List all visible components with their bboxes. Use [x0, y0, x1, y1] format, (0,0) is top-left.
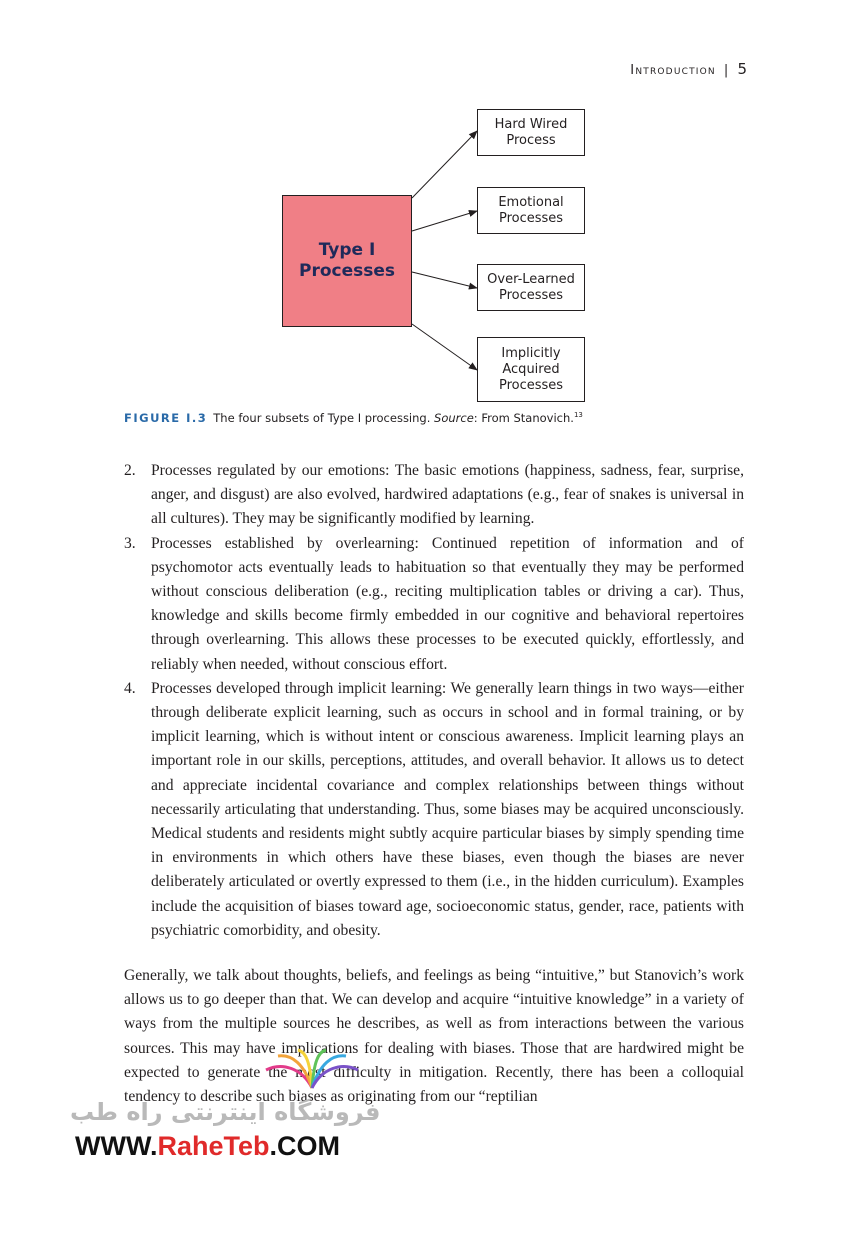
box-label-line: Processes: [498, 377, 564, 393]
list-item-text: Processes regulated by our emotions: The basic emotions (happiness, sadness, fear, surprise, anger, and disgust) are also evolved, hardwired adaptations (e.g., fear of snakes is universal in all cultures). They may be significantly modified by learning.: [151, 462, 744, 528]
caption-footnote-ref: 13: [573, 411, 583, 420]
section-title: Introduction: [630, 63, 716, 78]
list-marker: 4.: [124, 679, 136, 697]
figure-arrows: [0, 0, 867, 440]
watermark-url-brand: RaheTeb: [157, 1131, 270, 1161]
watermark-persian-text: فروشگاه اینترنتی راه طب: [70, 1098, 381, 1126]
implicitly-acquired-processes-box: [477, 337, 585, 402]
book-logo-icon: [262, 1048, 362, 1090]
list-marker: 2.: [124, 462, 136, 479]
box-label-line: Hard Wired: [494, 116, 568, 132]
box-label-line: Emotional: [498, 194, 564, 210]
main-box-line-2: Processes: [298, 261, 395, 281]
caption-source-label: Source: [434, 411, 474, 425]
numbered-list: [124, 459, 744, 943]
box-label-line: Processes: [498, 210, 564, 226]
figure-type-one-processes: [0, 0, 867, 440]
type-one-processes-box: [282, 195, 412, 327]
running-head-separator: |: [723, 63, 730, 78]
watermark-url-suffix: .COM: [269, 1131, 340, 1161]
list-item-text: Processes developed through implicit learning: We generally learn things in two ways—either through deliberate explicit learning, such as occurs in school and in formal training, or by implicit learning, which is without intent or conscious awareness. Implicit learning plays an important role in our skills, perceptions, attitudes, and overall behavior. It allows us to detect and appreciate incidental covariance and complex relationships between things without necessarily articulating that understanding. Thus, some biases may be acquired unconsciously. Medical students and residents might subtly acquire particular biases by simply spending time in environments in which others have these biases, even though the biases are never deliberately articulated or overtly expressed to them (i.e., in the hidden curriculum). Examples include the acquisition of biases toward age, socioeconomic status, gender, race, patients with psychiatric comorbidity, and obesity.: [151, 679, 744, 939]
box-label-line: Over-Learned: [487, 271, 575, 287]
box-label-line: Implicitly: [501, 345, 561, 361]
arrow-to-hard-wired: [412, 131, 477, 198]
list-item-text: Processes established by overlearning: Continued repetition of information and of psychomotor acts eventually leads to habituation so that eventually they may be performed without conscious deliberation (e.g., reciting multiplication tables or driving a car). Thus, knowledge and skills become firmly embedded in our cognitive and behavioral repertoires through overlearning. This allows these processes to be executed quickly, effortlessly, and reliably when needed, without conscious effort.: [151, 534, 744, 673]
list-marker: 3.: [124, 534, 136, 552]
box-label-line: Processes: [498, 287, 564, 303]
arrow-to-emotional: [412, 211, 477, 231]
watermark-url: [75, 1131, 340, 1162]
arrow-to-over-learned: [412, 272, 477, 288]
hard-wired-process-box: [477, 109, 585, 156]
arrow-to-implicitly-acquired: [412, 324, 477, 370]
watermark-url-prefix: WWW.: [75, 1131, 158, 1161]
list-item: [124, 459, 744, 532]
emotional-processes-box: [477, 187, 585, 234]
over-learned-processes-box: [477, 264, 585, 311]
caption-source-text: : From Stanovich.: [473, 411, 574, 425]
box-label-line: Process: [506, 132, 556, 148]
body-paragraph: Generally, we talk about thoughts, beliefs, and feelings as being “intuitive,” but Stanovich’s work allows us to go deeper than that. We can develop and acquire “intuitive knowledge” in a variety of ways from the multiple sources he describes, as well as from interactions between the various sources. This may have implications for dealing with biases. Those that are hardwired might be expected to generate the most difficulty in mitigation. Recently, there has been a colloquial tendency to describe such biases as originating from our “reptilian: [124, 967, 744, 1106]
page-number: 5: [737, 60, 747, 78]
figure-caption: [124, 411, 744, 425]
caption-text: The four subsets of Type I processing.: [213, 411, 431, 425]
figure-label: FIGURE I.3: [124, 411, 208, 425]
main-box-line-1: Type I: [318, 240, 376, 260]
box-label-line: Acquired: [502, 361, 560, 377]
list-item: [124, 532, 744, 677]
list-item: [124, 677, 744, 943]
